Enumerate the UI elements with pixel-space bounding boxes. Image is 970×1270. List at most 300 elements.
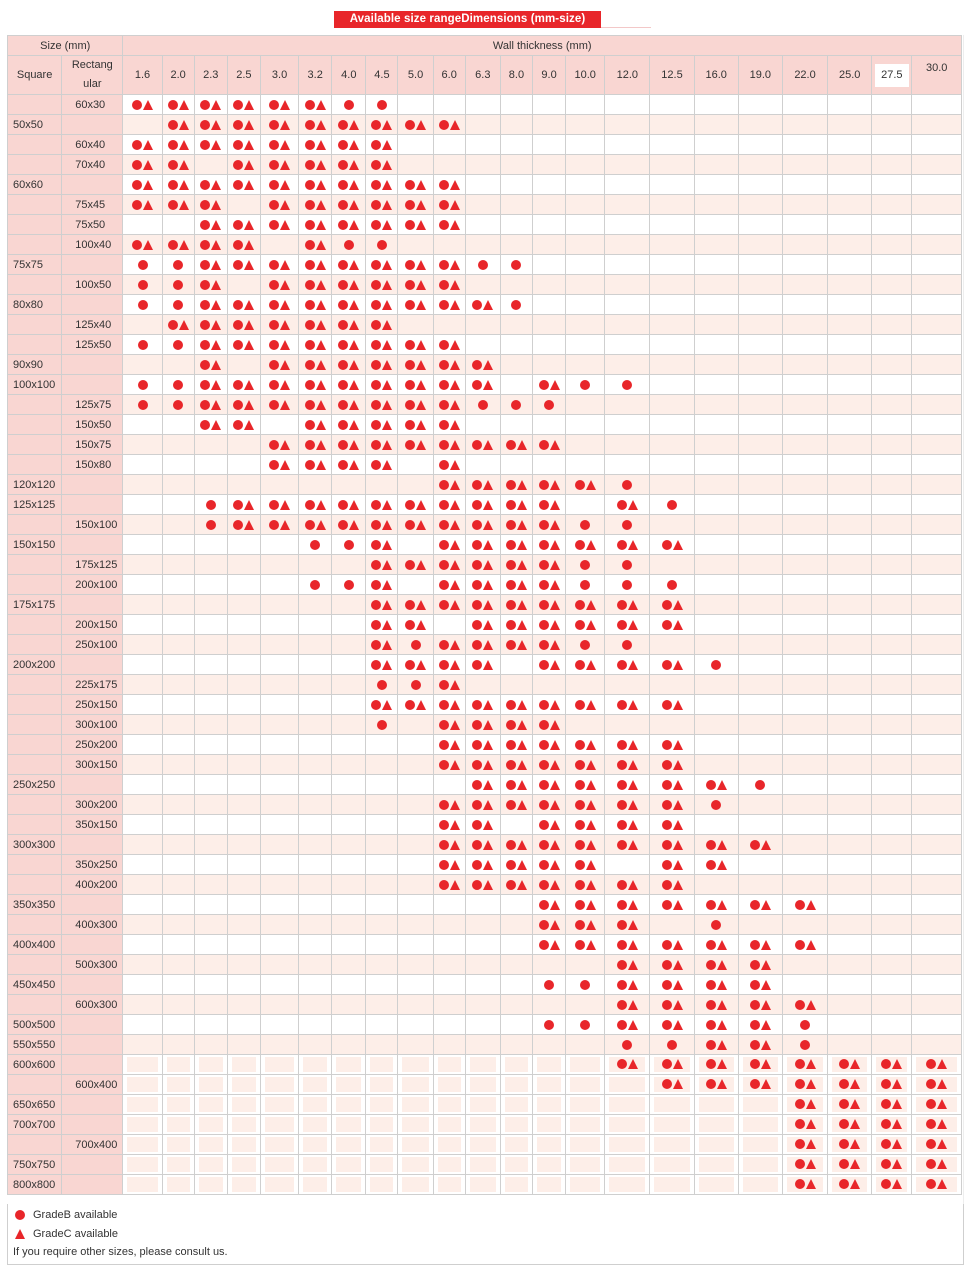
- availability-cell: [912, 295, 962, 315]
- grade-b-circle-icon: [539, 880, 549, 890]
- square-size-cell: [8, 335, 62, 355]
- availability-cell: [532, 675, 565, 695]
- availability-cell: [465, 1175, 500, 1195]
- availability-cell: [532, 655, 565, 675]
- grade-b-circle-icon: [478, 260, 488, 270]
- availability-cell: [500, 375, 532, 395]
- availability-cell: [398, 395, 433, 415]
- availability-cell: [828, 735, 872, 755]
- grade-c-triangle-icon: [761, 940, 771, 950]
- availability-cell: [912, 1095, 962, 1115]
- grade-c-triangle-icon: [211, 380, 221, 390]
- grade-c-triangle-icon: [211, 280, 221, 290]
- grade-b-circle-icon: [511, 300, 521, 310]
- availability-cell: [532, 815, 565, 835]
- availability-cell: [194, 95, 227, 115]
- grade-b-circle-icon: [539, 580, 549, 590]
- availability-cell: [433, 1035, 465, 1055]
- availability-cell: [433, 155, 465, 175]
- grade-b-circle-icon: [706, 860, 716, 870]
- availability-cell: [227, 175, 260, 195]
- availability-cell: [532, 635, 565, 655]
- availability-cell: [123, 555, 162, 575]
- availability-cell: [465, 1095, 500, 1115]
- availability-cell: [650, 555, 694, 575]
- grade-c-triangle-icon: [937, 1119, 947, 1129]
- availability-cell: [260, 995, 298, 1015]
- availability-cell: [912, 975, 962, 995]
- availability-cell: [299, 915, 332, 935]
- grade-b-circle-icon: [439, 360, 449, 370]
- availability-cell: [566, 435, 605, 455]
- grade-c-triangle-icon: [382, 500, 392, 510]
- availability-cell: [500, 155, 532, 175]
- table-row: [8, 715, 962, 735]
- table-row: [8, 415, 962, 435]
- availability-cell: [332, 475, 366, 495]
- availability-cell: [194, 795, 227, 815]
- availability-cell: [566, 455, 605, 475]
- availability-cell: [433, 715, 465, 735]
- grade-b-circle-icon: [206, 500, 216, 510]
- availability-cell: [162, 755, 194, 775]
- grade-b-circle-icon: [662, 740, 672, 750]
- availability-cell: [465, 455, 500, 475]
- availability-cell: [332, 575, 366, 595]
- grade-c-triangle-icon: [349, 120, 359, 130]
- availability-cell: [738, 315, 782, 335]
- square-size-cell: [8, 1135, 62, 1155]
- grade-b-circle-icon: [539, 660, 549, 670]
- grade-b-circle-icon: [200, 300, 210, 310]
- availability-cell: [194, 175, 227, 195]
- availability-cell: [332, 395, 366, 415]
- grade-c-triangle-icon: [517, 720, 527, 730]
- rect-size-cell: [62, 1055, 123, 1075]
- grade-c-triangle-icon: [450, 340, 460, 350]
- grade-c-triangle-icon: [517, 440, 527, 450]
- availability-cell: [227, 195, 260, 215]
- availability-cell: [366, 415, 398, 435]
- availability-cell: [872, 955, 912, 975]
- grade-c-triangle-icon: [628, 740, 638, 750]
- grade-b-circle-icon: [233, 420, 243, 430]
- availability-cell: [366, 575, 398, 595]
- grade-c-triangle-icon: [316, 440, 326, 450]
- grade-c-triangle-icon: [628, 660, 638, 670]
- availability-cell: [299, 235, 332, 255]
- availability-cell: [260, 935, 298, 955]
- availability-cell: [162, 695, 194, 715]
- availability-cell: [227, 635, 260, 655]
- availability-cell: [366, 975, 398, 995]
- grade-b-circle-icon: [539, 640, 549, 650]
- availability-cell: [398, 895, 433, 915]
- availability-cell: [828, 215, 872, 235]
- availability-cell: [194, 835, 227, 855]
- availability-cell: [694, 1035, 738, 1055]
- thickness-header: 6.0: [433, 56, 465, 95]
- availability-cell: [782, 895, 827, 915]
- grade-b-circle-icon: [269, 440, 279, 450]
- grade-b-circle-icon: [575, 600, 585, 610]
- availability-cell: [398, 235, 433, 255]
- grade-c-triangle-icon: [349, 360, 359, 370]
- availability-cell: [194, 375, 227, 395]
- availability-cell: [694, 275, 738, 295]
- grade-c-triangle-icon: [416, 260, 426, 270]
- availability-cell: [650, 655, 694, 675]
- availability-cell: [162, 1135, 194, 1155]
- grade-b-circle-icon: [439, 120, 449, 130]
- grade-c-triangle-icon: [280, 280, 290, 290]
- rect-size-cell: [62, 775, 123, 795]
- availability-cell: [828, 1115, 872, 1135]
- grade-b-circle-icon: [405, 300, 415, 310]
- grade-b-circle-icon: [506, 700, 516, 710]
- grade-c-triangle-icon: [280, 380, 290, 390]
- availability-cell: [433, 695, 465, 715]
- grade-b-circle-icon: [138, 260, 148, 270]
- grade-c-triangle-icon: [937, 1159, 947, 1169]
- availability-cell: [332, 235, 366, 255]
- availability-cell: [500, 1175, 532, 1195]
- availability-cell: [366, 1055, 398, 1075]
- square-size-cell: 300x300: [8, 835, 62, 855]
- availability-cell: [227, 1015, 260, 1035]
- grade-b-circle-icon: [168, 320, 178, 330]
- availability-cell: [433, 655, 465, 675]
- table-row: [8, 335, 962, 355]
- availability-cell: [194, 735, 227, 755]
- availability-cell: [782, 235, 827, 255]
- grade-b-circle-icon: [439, 800, 449, 810]
- grade-c-triangle-icon: [483, 360, 493, 370]
- availability-cell: [332, 995, 366, 1015]
- grade-b-circle-icon: [338, 280, 348, 290]
- availability-cell: [532, 495, 565, 515]
- availability-cell: [694, 915, 738, 935]
- availability-cell: [828, 715, 872, 735]
- availability-cell: [566, 1155, 605, 1175]
- availability-cell: [123, 95, 162, 115]
- grade-b-circle-icon: [617, 920, 627, 930]
- grade-c-triangle-icon: [586, 620, 596, 630]
- availability-cell: [260, 135, 298, 155]
- availability-cell: [433, 135, 465, 155]
- availability-cell: [605, 515, 650, 535]
- grade-c-triangle-icon: [349, 200, 359, 210]
- availability-cell: [398, 695, 433, 715]
- square-size-cell: [8, 235, 62, 255]
- availability-cell: [194, 775, 227, 795]
- availability-cell: [227, 435, 260, 455]
- rect-size-cell: 70x40: [62, 155, 123, 175]
- availability-cell: [605, 195, 650, 215]
- availability-cell: [738, 195, 782, 215]
- availability-cell: [650, 715, 694, 735]
- availability-cell: [532, 195, 565, 215]
- availability-cell: [332, 915, 366, 935]
- grade-b-circle-icon: [233, 240, 243, 250]
- grade-b-circle-icon: [269, 360, 279, 370]
- grade-c-triangle-icon: [586, 840, 596, 850]
- grade-b-circle-icon: [881, 1099, 891, 1109]
- availability-cell: [532, 135, 565, 155]
- rect-size-cell: 75x50: [62, 215, 123, 235]
- availability-cell: [366, 595, 398, 615]
- availability-cell: [872, 495, 912, 515]
- availability-cell: [694, 635, 738, 655]
- availability-cell: [332, 635, 366, 655]
- availability-cell: [299, 355, 332, 375]
- grade-c-triangle-icon: [450, 220, 460, 230]
- grade-c-triangle-icon: [244, 300, 254, 310]
- grade-b-circle-icon: [580, 560, 590, 570]
- square-size-cell: 125x125: [8, 495, 62, 515]
- grade-b-circle-icon: [575, 700, 585, 710]
- availability-cell: [162, 515, 194, 535]
- availability-cell: [162, 595, 194, 615]
- availability-cell: [782, 1135, 827, 1155]
- grade-c-triangle-icon: [517, 640, 527, 650]
- availability-cell: [260, 355, 298, 375]
- grade-c-triangle-icon: [673, 660, 683, 670]
- grade-b-circle-icon: [506, 500, 516, 510]
- availability-cell: [398, 675, 433, 695]
- availability-cell: [398, 475, 433, 495]
- grade-b-circle-icon: [539, 760, 549, 770]
- grade-b-circle-icon: [539, 500, 549, 510]
- grade-c-triangle-icon: [628, 880, 638, 890]
- availability-cell: [433, 735, 465, 755]
- availability-cell: [828, 595, 872, 615]
- grade-b-circle-icon: [506, 480, 516, 490]
- table-row: [8, 655, 962, 675]
- availability-cell: [123, 575, 162, 595]
- availability-cell: [912, 595, 962, 615]
- grade-b-circle-icon: [506, 580, 516, 590]
- availability-cell: [782, 495, 827, 515]
- grade-b-circle-icon: [539, 700, 549, 710]
- availability-cell: [123, 895, 162, 915]
- availability-cell: [260, 275, 298, 295]
- availability-cell: [694, 535, 738, 555]
- availability-cell: [194, 575, 227, 595]
- availability-cell: [194, 195, 227, 215]
- availability-cell: [738, 975, 782, 995]
- grade-c-triangle-icon: [450, 180, 460, 190]
- grade-c-triangle-icon: [382, 200, 392, 210]
- availability-cell: [605, 375, 650, 395]
- availability-cell: [299, 435, 332, 455]
- availability-cell: [532, 695, 565, 715]
- square-size-cell: [8, 755, 62, 775]
- grade-c-triangle-icon: [179, 140, 189, 150]
- grade-c-triangle-icon: [349, 300, 359, 310]
- availability-cell: [650, 915, 694, 935]
- availability-cell: [260, 795, 298, 815]
- availability-cell: [872, 435, 912, 455]
- availability-cell: [500, 735, 532, 755]
- grade-b-circle-icon: [371, 160, 381, 170]
- grade-b-circle-icon: [305, 520, 315, 530]
- availability-cell: [398, 315, 433, 335]
- grade-c-triangle-icon: [628, 780, 638, 790]
- grade-b-circle-icon: [472, 880, 482, 890]
- availability-cell: [738, 995, 782, 1015]
- rect-size-cell: [62, 375, 123, 395]
- grade-c-triangle-icon: [761, 1079, 771, 1089]
- availability-cell: [500, 755, 532, 775]
- grade-b-circle-icon: [706, 780, 716, 790]
- grade-b-circle-icon: [750, 980, 760, 990]
- grade-c-triangle-icon: [628, 900, 638, 910]
- grade-b-circle-icon: [539, 620, 549, 630]
- availability-cell: [605, 615, 650, 635]
- grade-c-triangle-icon: [761, 900, 771, 910]
- grade-b-circle-icon: [439, 640, 449, 650]
- grade-c-triangle-icon: [316, 460, 326, 470]
- availability-cell: [465, 915, 500, 935]
- availability-cell: [123, 375, 162, 395]
- availability-cell: [738, 1135, 782, 1155]
- grade-c-triangle-icon: [316, 220, 326, 230]
- grade-b-circle-icon: [305, 500, 315, 510]
- grade-b-circle-icon: [706, 1040, 716, 1050]
- availability-cell: [465, 835, 500, 855]
- availability-cell: [566, 635, 605, 655]
- availability-cell: [566, 135, 605, 155]
- grade-b-circle-icon: [344, 240, 354, 250]
- availability-cell: [782, 735, 827, 755]
- availability-cell: [398, 955, 433, 975]
- grade-c-triangle-icon: [483, 800, 493, 810]
- availability-cell: [227, 335, 260, 355]
- availability-cell: [260, 515, 298, 535]
- grade-c-triangle-icon: [450, 400, 460, 410]
- availability-cell: [465, 275, 500, 295]
- availability-cell: [194, 935, 227, 955]
- availability-cell: [123, 335, 162, 355]
- availability-cell: [194, 995, 227, 1015]
- grade-b-circle-icon: [472, 500, 482, 510]
- availability-cell: [532, 735, 565, 755]
- grade-b-circle-icon: [371, 380, 381, 390]
- grade-c-triangle-icon: [483, 620, 493, 630]
- availability-cell: [828, 1095, 872, 1115]
- availability-cell: [566, 655, 605, 675]
- grade-c-triangle-icon: [179, 240, 189, 250]
- availability-cell: [872, 1035, 912, 1055]
- availability-cell: [123, 875, 162, 895]
- availability-cell: [650, 375, 694, 395]
- table-row: [8, 835, 962, 855]
- availability-cell: [433, 595, 465, 615]
- grade-b-circle-icon: [706, 900, 716, 910]
- grade-c-triangle-icon: [717, 1040, 727, 1050]
- availability-cell: [532, 895, 565, 915]
- square-size-cell: [8, 555, 62, 575]
- availability-cell: [398, 515, 433, 535]
- availability-cell: [398, 815, 433, 835]
- grade-c-triangle-icon: [517, 620, 527, 630]
- availability-cell: [465, 775, 500, 795]
- availability-cell: [912, 735, 962, 755]
- availability-cell: [694, 875, 738, 895]
- availability-cell: [260, 475, 298, 495]
- availability-cell: [694, 375, 738, 395]
- table-row: [8, 475, 962, 495]
- rect-size-cell: 150x50: [62, 415, 123, 435]
- grade-c-triangle-icon: [761, 1059, 771, 1069]
- availability-cell: [465, 255, 500, 275]
- availability-cell: [194, 515, 227, 535]
- grade-b-circle-icon: [233, 100, 243, 110]
- grade-c-triangle-icon: [244, 340, 254, 350]
- grade-b-circle-icon: [575, 760, 585, 770]
- availability-cell: [398, 215, 433, 235]
- thickness-header: 4.0: [332, 56, 366, 95]
- grade-c-triangle-icon: [628, 540, 638, 550]
- grade-c-triangle-icon: [550, 860, 560, 870]
- grade-b-circle-icon: [405, 420, 415, 430]
- availability-cell: [782, 115, 827, 135]
- grade-c-triangle-icon: [892, 1159, 902, 1169]
- grade-c-triangle-icon: [280, 140, 290, 150]
- grade-b-circle-icon: [667, 1040, 677, 1050]
- grade-b-circle-icon: [305, 360, 315, 370]
- availability-cell: [227, 455, 260, 475]
- rect-size-cell: [62, 255, 123, 275]
- availability-cell: [433, 795, 465, 815]
- availability-cell: [605, 435, 650, 455]
- availability-cell: [162, 715, 194, 735]
- availability-cell: [828, 415, 872, 435]
- triangle-icon: [15, 1229, 25, 1239]
- availability-cell: [828, 655, 872, 675]
- availability-cell: [872, 795, 912, 815]
- grade-c-triangle-icon: [382, 580, 392, 590]
- grade-c-triangle-icon: [211, 340, 221, 350]
- grade-b-circle-icon: [371, 140, 381, 150]
- availability-cell: [694, 195, 738, 215]
- availability-cell: [782, 815, 827, 835]
- availability-cell: [227, 1135, 260, 1155]
- availability-cell: [433, 975, 465, 995]
- square-size-cell: 90x90: [8, 355, 62, 375]
- grade-b-circle-icon: [472, 520, 482, 530]
- availability-cell: [828, 495, 872, 515]
- availability-cell: [366, 955, 398, 975]
- availability-cell: [162, 1055, 194, 1075]
- grade-c-triangle-icon: [586, 920, 596, 930]
- table-row: [8, 1135, 962, 1155]
- availability-cell: [532, 555, 565, 575]
- availability-cell: [194, 495, 227, 515]
- grade-b-circle-icon: [472, 660, 482, 670]
- availability-cell: [194, 435, 227, 455]
- grade-b-circle-icon: [926, 1059, 936, 1069]
- availability-cell: [366, 1155, 398, 1175]
- availability-cell: [465, 495, 500, 515]
- square-size-cell: [8, 455, 62, 475]
- grade-b-circle-icon: [506, 540, 516, 550]
- availability-cell: [227, 775, 260, 795]
- grade-c-triangle-icon: [244, 400, 254, 410]
- availability-cell: [227, 915, 260, 935]
- availability-cell: [872, 135, 912, 155]
